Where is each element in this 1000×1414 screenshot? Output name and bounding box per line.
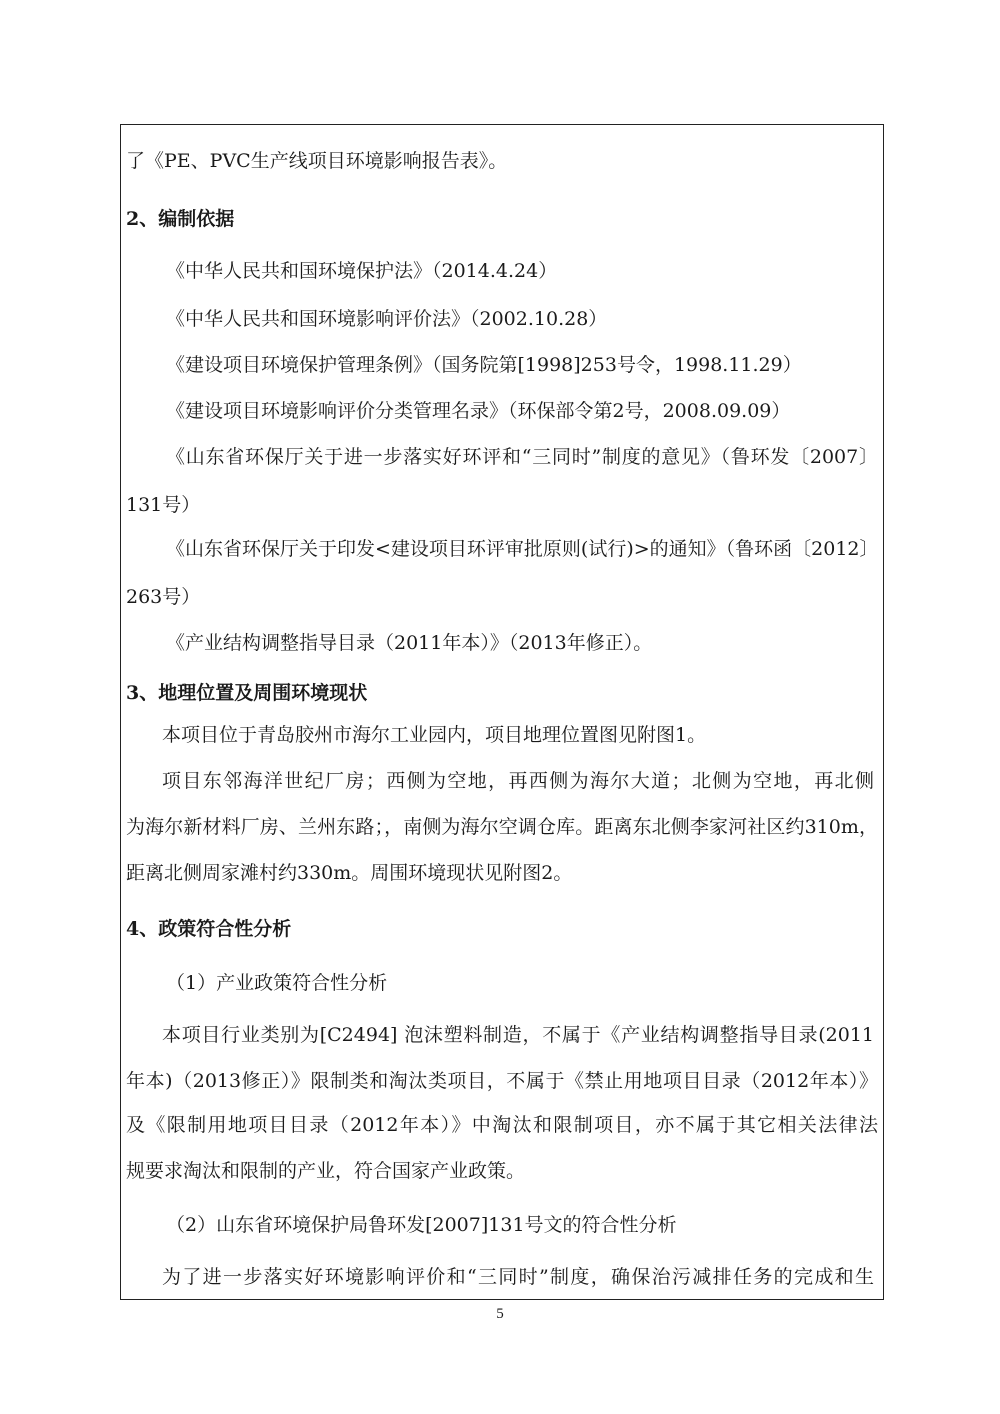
- text-line: 《产业结构调整指导目录（2011年本）》（2013年修正）。: [166, 632, 653, 654]
- section-heading: 3、地理位置及周围环境现状: [126, 682, 368, 704]
- text-line: 《建设项目环境保护管理条例》（国务院第[1998]253号令，1998.11.29）: [166, 354, 802, 376]
- text-line: 本项目行业类别为[C2494] 泡沫塑料制造，不属于《产业结构调整指导目录(2011: [162, 1024, 874, 1046]
- page-number: 5: [496, 1306, 504, 1322]
- text-line: 《中华人民共和国环境保护法》（2014.4.24）: [166, 260, 558, 282]
- text-line: 本项目位于青岛胶州市海尔工业园内，项目地理位置图见附图1。: [162, 724, 707, 746]
- text-line: 《中华人民共和国环境影响评价法》（2002.10.28）: [166, 308, 608, 330]
- subsection-heading: （2）山东省环境保护局鲁环发[2007]131号文的符合性分析: [166, 1214, 677, 1236]
- subsection-heading: （1）产业政策符合性分析: [166, 972, 388, 994]
- text-line: 及《限制用地项目目录（2012年本）》中淘汰和限制项目，亦不属于其它相关法律法: [126, 1114, 878, 1136]
- text-line: 为海尔新材料厂房、兰州东路；，南侧为海尔空调仓库。距离东北侧李家河社区约310m，: [126, 816, 878, 838]
- text-line: 为了进一步落实好环境影响评价和“三同时”制度，确保治污减排任务的完成和生: [162, 1266, 874, 1288]
- text-line: 131号）: [126, 494, 201, 516]
- text-line: 《山东省环保厅关于进一步落实好环评和“三同时”制度的意见》（鲁环发〔2007〕: [166, 446, 878, 468]
- text-line: 《建设项目环境影响评价分类管理名录》（环保部令第2号，2008.09.09）: [166, 400, 791, 422]
- text-line: 项目东邻海洋世纪厂房；西侧为空地，再西侧为海尔大道；北侧为空地，再北侧: [162, 770, 874, 792]
- section-heading: 2、编制依据: [126, 208, 235, 230]
- text-line: 距离北侧周家滩村约330m。周围环境现状见附图2。: [126, 862, 573, 884]
- text-line: 《山东省环保厅关于印发<建设项目环评审批原则(试行)>的通知》（鲁环函〔2012〕: [166, 538, 879, 560]
- section-heading: 4、政策符合性分析: [126, 918, 292, 940]
- text-line: 年本)（2013修正）》限制类和淘汰类项目，不属于《禁止用地项目目录（2012年本）》: [126, 1070, 878, 1092]
- text-line: 263号）: [126, 586, 201, 608]
- text-line: 了《PE、PVC生产线项目环境影响报告表》。: [126, 150, 508, 172]
- text-line: 规要求淘汰和限制的产业，符合国家产业政策。: [126, 1160, 526, 1182]
